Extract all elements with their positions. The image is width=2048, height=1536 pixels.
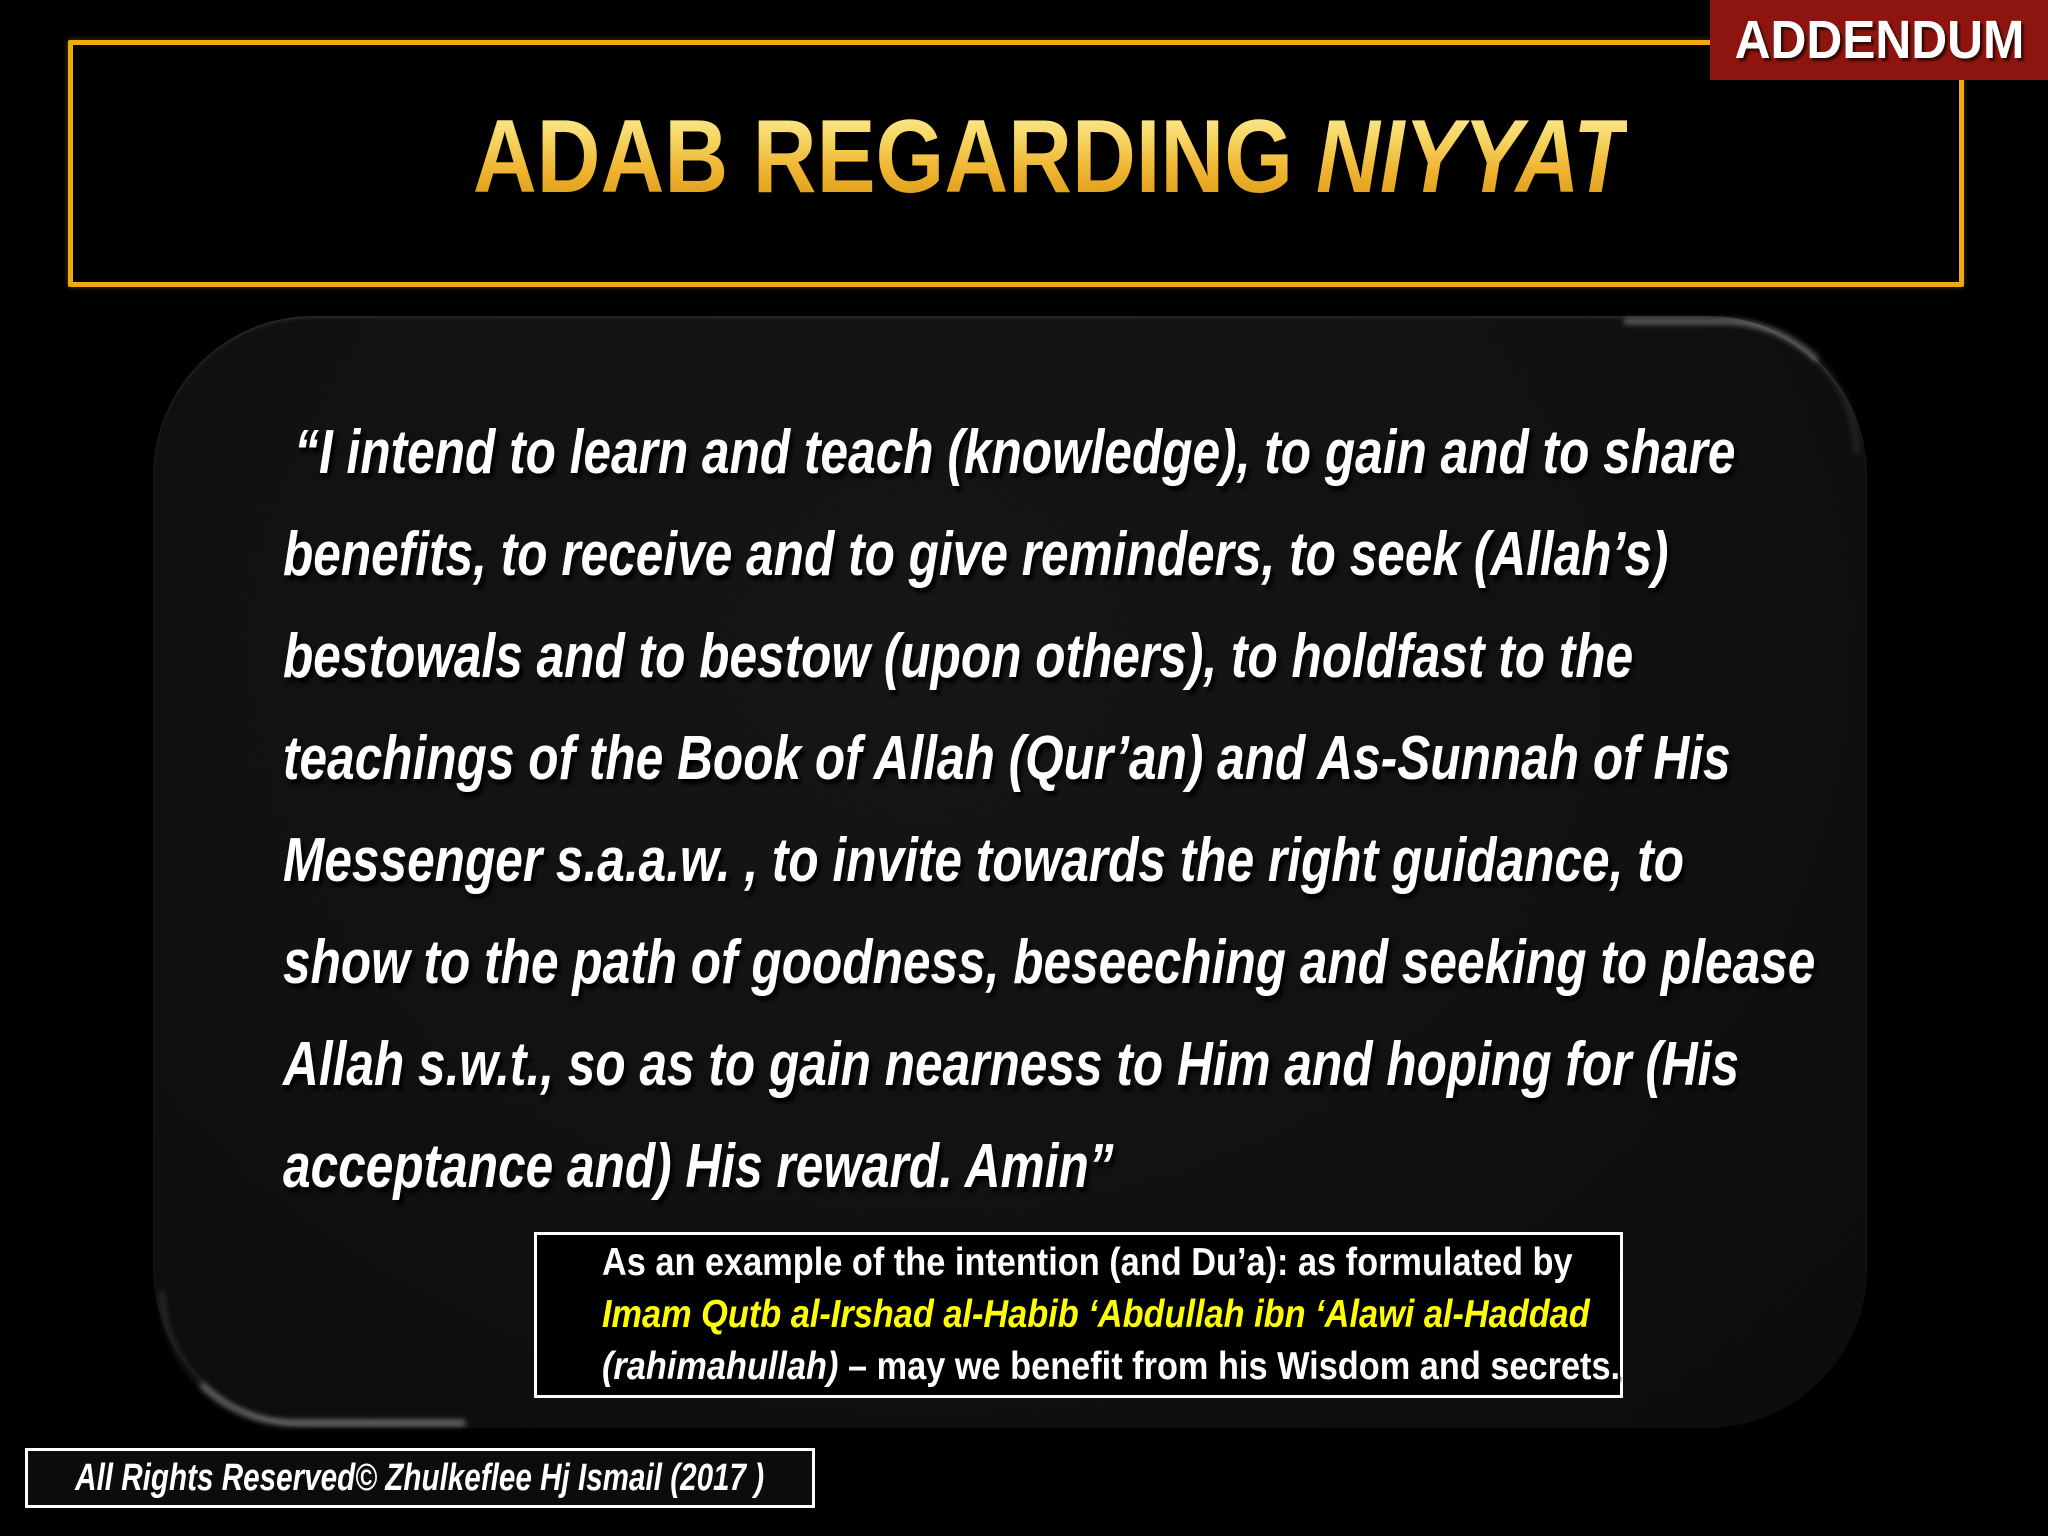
title-text: ADAB REGARDING — [472, 99, 1294, 215]
attribution-box — [534, 1232, 1623, 1398]
attribution-emphasis: (rahimahullah) — [601, 1345, 839, 1388]
quote-line: “I intend to learn and teach (knowledge), to gain and to share — [294, 418, 1736, 487]
title-frame — [68, 40, 1964, 287]
quote-line: bestowals and to bestow (upon others), to holdfast to the — [283, 622, 1634, 691]
quote-line: show to the path of goodness, beseeching and seeking to please — [283, 928, 1816, 997]
quote-text — [283, 402, 1883, 1218]
quote-line: teachings of the Book of Allah (Qur’an) and As-Sunnah of His — [283, 724, 1731, 793]
attribution-line-3-rest: – may we benefit from his Wisdom and secrets. — [838, 1345, 1621, 1388]
page-title — [473, 98, 1627, 217]
copyright-box — [25, 1448, 815, 1508]
attribution-line-3 — [601, 1341, 1621, 1393]
addendum-label: ADDENDUM — [1734, 10, 2024, 70]
addendum-banner — [1710, 0, 2048, 80]
quote-line: benefits, to receive and to give reminders, to seek (Allah’s) — [283, 520, 1669, 589]
quote-line: acceptance and) His reward. Amin” — [283, 1132, 1114, 1201]
title-emphasis: NIYYAT — [1316, 99, 1628, 215]
quote-line: Messenger s.a.a.w. , to invite towards the right guidance, to — [283, 826, 1685, 895]
quote-line: Allah s.w.t., so as to gain nearness to Him and hoping for (His — [283, 1030, 1740, 1099]
attribution-line-2: Imam Qutb al-Irshad al-Habib ‘Abdullah ibn ‘Alawi al-Haddad — [601, 1293, 1590, 1336]
copyright-text: All Rights Reserved© Zhulkeflee Hj Ismail (2017 ) — [75, 1456, 765, 1499]
attribution-line-1: As an example of the intention (and Du’a): as formulated by — [601, 1241, 1573, 1284]
